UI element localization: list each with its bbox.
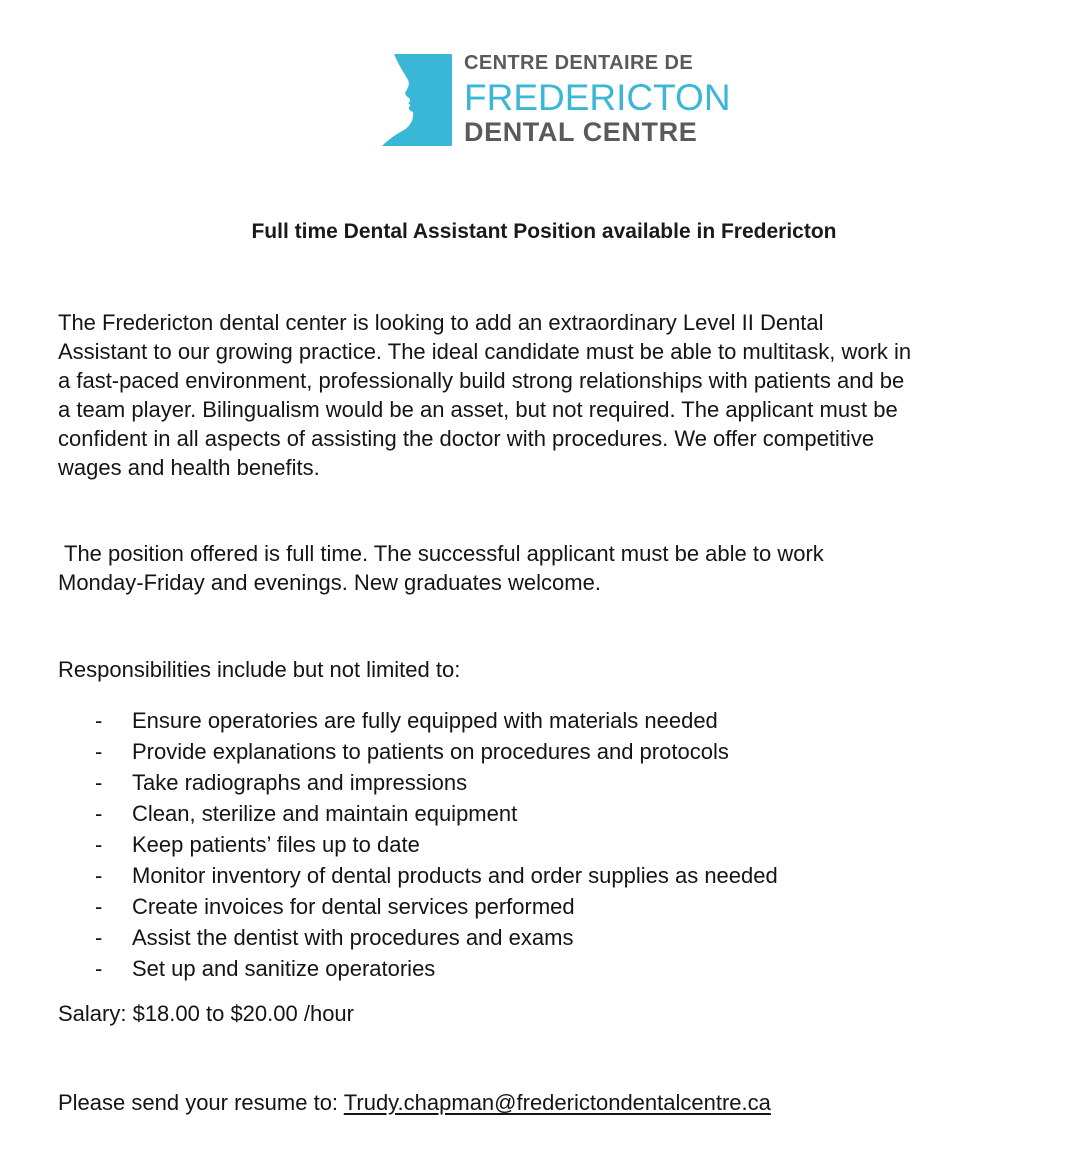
face-profile-logo-icon (380, 54, 452, 146)
responsibility-text: Keep patients’ files up to date (132, 832, 420, 857)
responsibilities-heading: Responsibilities include but not limited to: (58, 657, 461, 682)
dash-bullet: - (95, 863, 103, 888)
dash-bullet: - (95, 832, 103, 857)
dash-bullet: - (95, 739, 103, 764)
responsibility-text: Monitor inventory of dental products and order supplies as needed (132, 863, 778, 888)
position-line: The position offered is full time. The successful applicant must be able to work (64, 541, 824, 566)
dash-bullet: - (95, 925, 103, 950)
intro-line: The Fredericton dental center is looking to add an extraordinary Level II Dental (58, 310, 824, 335)
dash-bullet: - (95, 770, 103, 795)
salary-text: Salary: $18.00 to $20.00 /hour (58, 1001, 354, 1026)
dash-bullet: - (95, 801, 103, 826)
intro-line: a fast-paced environment, professionally build strong relationships with patients and be (58, 368, 905, 393)
responsibility-text: Provide explanations to patients on procedures and protocols (132, 739, 729, 764)
contact-email-link[interactable]: Trudy.chapman@frederictondentalcentre.ca (343, 1090, 771, 1115)
logo-text-city: FREDERICTON (464, 77, 731, 118)
dash-bullet: - (95, 894, 103, 919)
intro-line: Assistant to our growing practice. The ideal candidate must be able to multitask, work in (58, 339, 912, 364)
logo-text-french: CENTRE DENTAIRE DE (464, 52, 694, 74)
responsibility-text: Assist the dentist with procedures and exams (132, 925, 574, 950)
contact-line (58, 1090, 771, 1116)
intro-line: wages and health benefits. (58, 455, 320, 480)
intro-line: confident in all aspects of assisting the doctor with procedures. We offer competitive (58, 426, 875, 451)
responsibility-text: Ensure operatories are fully equipped with materials needed (132, 708, 718, 733)
intro-paragraph (58, 308, 911, 482)
contact-prefix: Please send your resume to: (58, 1090, 344, 1115)
responsibility-text: Create invoices for dental services performed (132, 894, 575, 919)
intro-line: a team player. Bilingualism would be an asset, but not required. The applicant must be (58, 397, 898, 422)
position-line: Monday-Friday and evenings. New graduates welcome. (58, 570, 601, 595)
responsibility-text: Clean, sterilize and maintain equipment (132, 801, 518, 826)
logo-text-english: DENTAL CENTRE (464, 117, 698, 147)
responsibility-text: Set up and sanitize operatories (132, 956, 436, 981)
responsibility-text: Take radiographs and impressions (132, 770, 468, 795)
posting-title: Full time Dental Assistant Position available in Fredericton (251, 220, 837, 243)
position-paragraph (58, 539, 824, 597)
clinic-logo (380, 50, 740, 150)
dash-bullet: - (95, 708, 103, 733)
dash-bullet: - (95, 956, 103, 981)
